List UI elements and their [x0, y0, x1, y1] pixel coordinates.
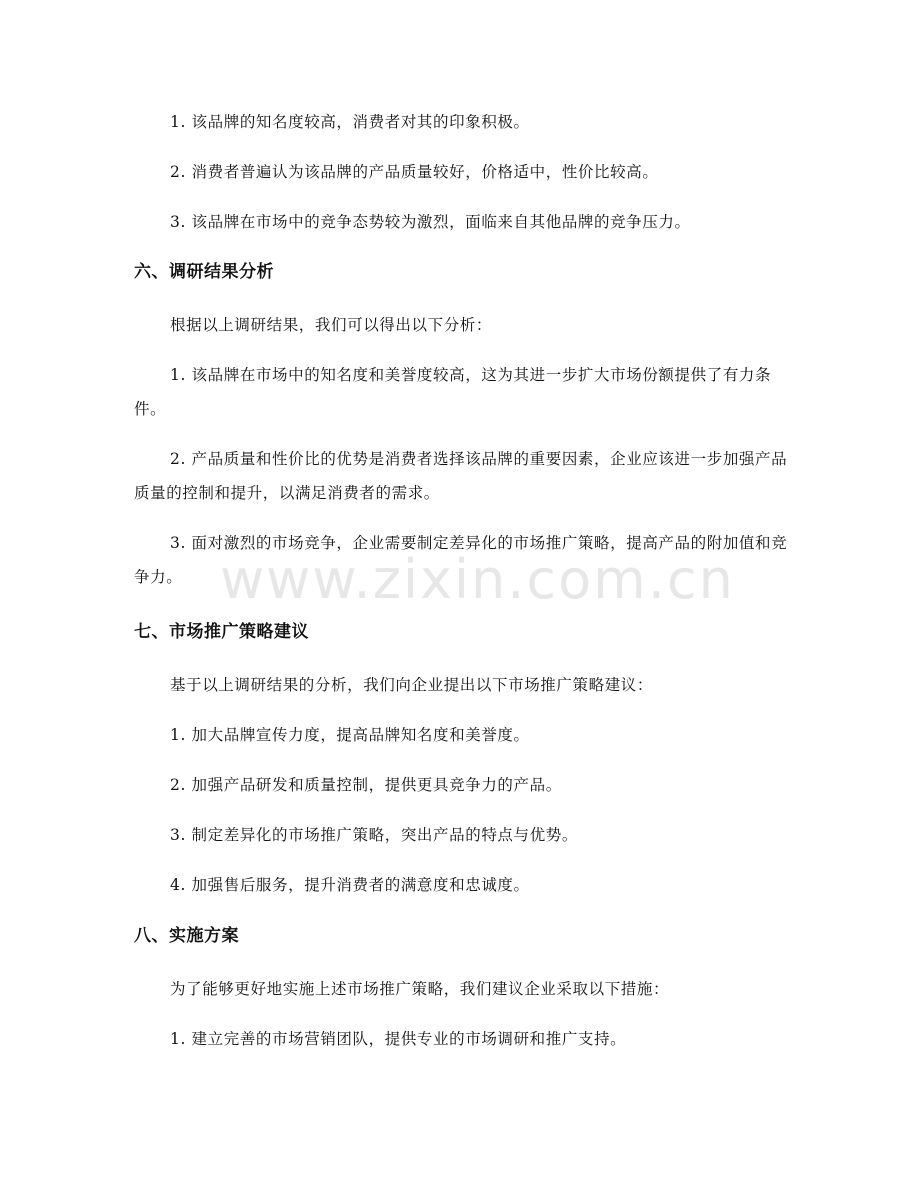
- strategy-intro: 基于以上调研结果的分析，我们向企业提出以下市场推广策略建议：: [170, 676, 654, 694]
- finding-item-3: 3. 该品牌在市场中的竞争态势较为激烈，面临来自其他品牌的竞争压力。: [170, 213, 691, 231]
- analysis-intro: 根据以上调研结果，我们可以得出以下分析：: [170, 316, 493, 334]
- strategy-item-3: 3. 制定差异化的市场推广策略，突出产品的特点与优势。: [170, 826, 578, 844]
- strategy-item-4: 4. 加强售后服务，提升消费者的满意度和忠诚度。: [170, 876, 530, 894]
- strategy-item-1: 1. 加大品牌宣传力度，提高品牌知名度和美誉度。: [170, 726, 530, 744]
- finding-item-1: 1. 该品牌的知名度较高，消费者对其的印象积极。: [170, 113, 530, 131]
- section-heading-7: 七、市场推广策略建议: [134, 622, 309, 642]
- section-heading-8: 八、实施方案: [134, 926, 239, 946]
- analysis-item-1: 1. 该品牌在市场中的知名度和美誉度较高，这为其进一步扩大市场份额提供了有力条件。: [134, 366, 772, 418]
- strategy-item-2: 2. 加强产品研发和质量控制，提供更具竞争力的产品。: [170, 776, 562, 794]
- site-watermark: www.zixin.com.cn: [220, 548, 735, 611]
- analysis-item-3: 3. 面对激烈的市场竞争，企业需要制定差异化的市场推广策略，提高产品的附加值和竞争力。: [134, 534, 788, 586]
- implementation-intro: 为了能够更好地实施上述市场推广策略，我们建议企业采取以下措施：: [170, 980, 670, 998]
- analysis-item-2: 2. 产品质量和性价比的优势是消费者选择该品牌的重要因素，企业应该进一步加强产品质量的控制和提升，以满足消费者的需求。: [134, 450, 788, 502]
- implementation-item-1: 1. 建立完善的市场营销团队，提供专业的市场调研和推广支持。: [170, 1030, 627, 1048]
- section-heading-6: 六、调研结果分析: [134, 262, 274, 282]
- finding-item-2: 2. 消费者普遍认为该品牌的产品质量较好，价格适中，性价比较高。: [170, 163, 659, 181]
